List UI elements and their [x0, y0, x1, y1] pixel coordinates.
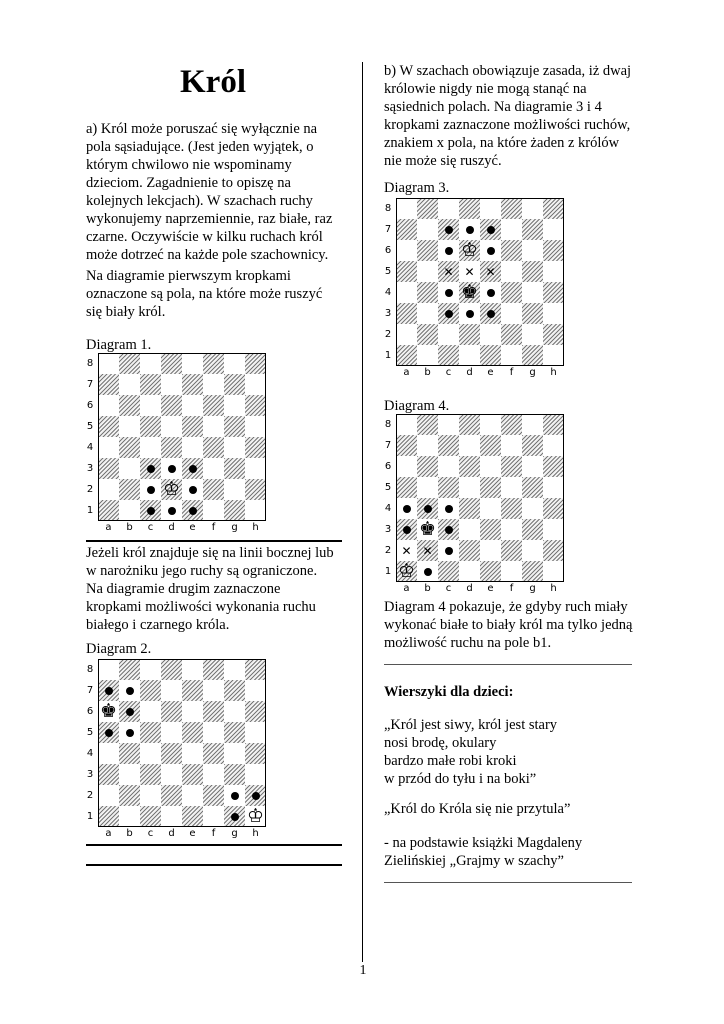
move-dot [119, 722, 140, 743]
move-dot [98, 680, 119, 701]
file-label: g [529, 583, 536, 594]
dot-icon [424, 505, 432, 513]
dot-icon [466, 310, 474, 318]
dot-icon [445, 547, 453, 555]
black-king-icon: ♚ [460, 281, 479, 303]
rank-label: 2 [86, 484, 94, 495]
dot-icon [487, 310, 495, 318]
black-king-icon: ♚ [418, 518, 437, 540]
dot-icon [466, 226, 474, 234]
dot-icon [252, 792, 260, 800]
move-dot [119, 680, 140, 701]
move-dot [245, 785, 266, 806]
move-dot [459, 219, 480, 240]
move-dot [161, 458, 182, 479]
file-label: h [252, 828, 259, 839]
file-label: f [211, 522, 216, 533]
move-dot [140, 458, 161, 479]
move-dot [224, 785, 245, 806]
move-dot [417, 561, 438, 582]
forbidden-cross [417, 540, 438, 561]
diagram2-label: Diagram 2. [86, 641, 152, 657]
move-dot [480, 240, 501, 261]
white-king-piece [161, 479, 182, 500]
dot-icon [445, 247, 453, 255]
dot-icon [126, 708, 134, 716]
move-dot [438, 540, 459, 561]
file-label: e [487, 367, 494, 378]
file-label: c [445, 367, 452, 378]
forbidden-cross [438, 261, 459, 282]
file-label: b [126, 522, 133, 533]
file-label: g [529, 367, 536, 378]
move-dot [438, 303, 459, 324]
rank-label: 8 [86, 664, 94, 675]
rank-label: 3 [86, 769, 94, 780]
cross-icon: ✕ [464, 264, 475, 279]
dot-icon [189, 507, 197, 515]
rank-label: 3 [86, 463, 94, 474]
rank-label: 7 [86, 379, 94, 390]
file-label: a [105, 828, 112, 839]
file-label: d [168, 828, 175, 839]
divider-line [384, 664, 632, 665]
file-label: c [147, 522, 154, 533]
rank-label: 7 [86, 685, 94, 696]
paragraph-diagram4: Diagram 4 pokazuje, że gdyby ruch miały wykonać białe to biały król ma tylko jedną możliwość ruchu na pole b1. [384, 599, 633, 651]
paragraph-diagram1-intro: Na diagramie pierwszym kropkami oznaczone są pola, na które może ruszyć się biały król. [86, 268, 323, 320]
file-label: e [189, 828, 196, 839]
dot-icon [231, 792, 239, 800]
dot-icon [168, 507, 176, 515]
dot-icon [445, 505, 453, 513]
black-king-icon: ♚ [99, 700, 118, 722]
move-dot [182, 500, 203, 521]
poem-2: „Król do Króla się nie przytula” [384, 801, 571, 817]
rank-label: 1 [384, 566, 392, 577]
move-dot [182, 458, 203, 479]
dot-icon [126, 687, 134, 695]
move-dot [480, 282, 501, 303]
dot-icon [487, 247, 495, 255]
rank-label: 5 [384, 266, 392, 277]
file-label: h [252, 522, 259, 533]
rank-label: 7 [384, 440, 392, 451]
move-dot [459, 303, 480, 324]
white-king-piece [396, 561, 417, 582]
move-dot [438, 519, 459, 540]
move-dot [438, 282, 459, 303]
rank-label: 6 [86, 706, 94, 717]
dot-icon [487, 226, 495, 234]
forbidden-cross [459, 261, 480, 282]
white-king-icon: ♔ [397, 560, 416, 582]
move-dot [438, 240, 459, 261]
dot-icon [168, 465, 176, 473]
move-dot [98, 722, 119, 743]
dot-icon [147, 507, 155, 515]
rank-label: 2 [86, 790, 94, 801]
paragraph-b: b) W szachach obowiązuje zasada, iż dwaj królowie nigdy nie mogą stanąć na sąsiednich polach. Na diagramie 3 i 4 kropkami zaznaczone możliwości ruchów, znakiem x pola, na które żaden z królów nie może się ruszyć. [384, 63, 632, 169]
file-label: a [403, 367, 410, 378]
black-king-piece [417, 519, 438, 540]
page-number: 1 [359, 963, 367, 978]
dot-icon [403, 505, 411, 513]
divider-line [86, 540, 342, 542]
rank-label: 6 [86, 400, 94, 411]
white-king-piece [459, 240, 480, 261]
move-dot [161, 500, 182, 521]
white-king-icon: ♔ [162, 478, 181, 500]
black-king-piece [98, 701, 119, 722]
dot-icon [105, 729, 113, 737]
dot-icon [147, 486, 155, 494]
file-label: d [466, 583, 473, 594]
file-label: b [424, 367, 431, 378]
move-dot [182, 479, 203, 500]
divider-line [86, 844, 342, 846]
dot-icon [231, 813, 239, 821]
rank-label: 6 [384, 461, 392, 472]
rank-label: 8 [86, 358, 94, 369]
column-divider [362, 62, 363, 962]
dot-icon [445, 526, 453, 534]
move-dot [480, 219, 501, 240]
rank-label: 5 [86, 727, 94, 738]
dot-icon [445, 226, 453, 234]
source-note: - na podstawie książki Magdaleny Zielińskiej „Grajmy w szachy” [384, 835, 583, 869]
page-title: Król [180, 64, 246, 100]
file-label: e [487, 583, 494, 594]
dot-icon [445, 310, 453, 318]
poems-heading: Wierszyki dla dzieci: [384, 684, 514, 700]
cross-icon: ✕ [485, 264, 496, 279]
rank-label: 7 [384, 224, 392, 235]
rank-label: 5 [86, 421, 94, 432]
rank-label: 3 [384, 524, 392, 535]
file-label: b [126, 828, 133, 839]
dot-icon [105, 687, 113, 695]
file-label: c [445, 583, 452, 594]
white-king-icon: ♔ [460, 239, 479, 261]
file-label: h [550, 583, 557, 594]
diagram3-label: Diagram 3. [384, 180, 450, 196]
file-label: h [550, 367, 557, 378]
forbidden-cross [480, 261, 501, 282]
file-label: f [509, 367, 514, 378]
file-label: e [189, 522, 196, 533]
file-label: d [466, 367, 473, 378]
rank-label: 4 [86, 748, 94, 759]
move-dot [417, 498, 438, 519]
file-label: f [211, 828, 216, 839]
rank-label: 2 [384, 545, 392, 556]
rank-label: 4 [384, 287, 392, 298]
move-dot [438, 219, 459, 240]
rank-label: 8 [384, 419, 392, 430]
file-label: d [168, 522, 175, 533]
divider-line [86, 864, 342, 866]
dot-icon [189, 486, 197, 494]
paragraph-a: a) Król może poruszać się wyłącznie na pola sąsiadujące. (Jest jeden wyjątek, o którym chwilowo nie wspominamy dzieciom. Zagadnienie to opiszę na kolejnych lekcjach). W szachach ruchy wykonujemy naprzemiennie, raz białe, raz czarne. Oczywiście w kilku ruchach król może dotrzeć na każde pole szachownicy. [86, 121, 333, 263]
move-dot [480, 303, 501, 324]
move-dot [396, 519, 417, 540]
move-dot [140, 479, 161, 500]
rank-label: 8 [384, 203, 392, 214]
dot-icon [126, 729, 134, 737]
diagram4-label: Diagram 4. [384, 398, 450, 414]
cross-icon: ✕ [422, 543, 433, 558]
rank-label: 5 [384, 482, 392, 493]
dot-icon [147, 465, 155, 473]
dot-icon [487, 289, 495, 297]
move-dot [438, 498, 459, 519]
rank-label: 1 [86, 811, 94, 822]
white-king-icon: ♔ [246, 805, 265, 827]
rank-label: 6 [384, 245, 392, 256]
white-king-piece [245, 806, 266, 827]
black-king-piece [459, 282, 480, 303]
dot-icon [424, 568, 432, 576]
diagram1-label: Diagram 1. [86, 337, 152, 353]
paragraph-edge: Jeżeli król znajduje się na linii bocznej lub w narożniku jego ruchy są ograniczone. Na diagramie drugim zaznaczone kropkami możliwości wykonania ruchu białego i czarnego króla. [86, 545, 334, 633]
forbidden-cross [396, 540, 417, 561]
dot-icon [189, 465, 197, 473]
rank-label: 4 [86, 442, 94, 453]
rank-label: 1 [86, 505, 94, 516]
file-label: a [403, 583, 410, 594]
move-dot [224, 806, 245, 827]
divider-line [384, 882, 632, 883]
rank-label: 4 [384, 503, 392, 514]
cross-icon: ✕ [401, 543, 412, 558]
rank-label: 2 [384, 329, 392, 340]
file-label: a [105, 522, 112, 533]
dot-icon [403, 526, 411, 534]
rank-label: 3 [384, 308, 392, 319]
file-label: b [424, 583, 431, 594]
file-label: g [231, 828, 238, 839]
move-dot [119, 701, 140, 722]
file-label: g [231, 522, 238, 533]
cross-icon: ✕ [443, 264, 454, 279]
file-label: c [147, 828, 154, 839]
rank-label: 1 [384, 350, 392, 361]
dot-icon [445, 289, 453, 297]
file-label: f [509, 583, 514, 594]
move-dot [140, 500, 161, 521]
move-dot [396, 498, 417, 519]
poem-1: „Król jest siwy, król jest stary nosi brodę, okulary bardzo małe robi kroki w przód do tyłu i na boki” [384, 717, 558, 787]
